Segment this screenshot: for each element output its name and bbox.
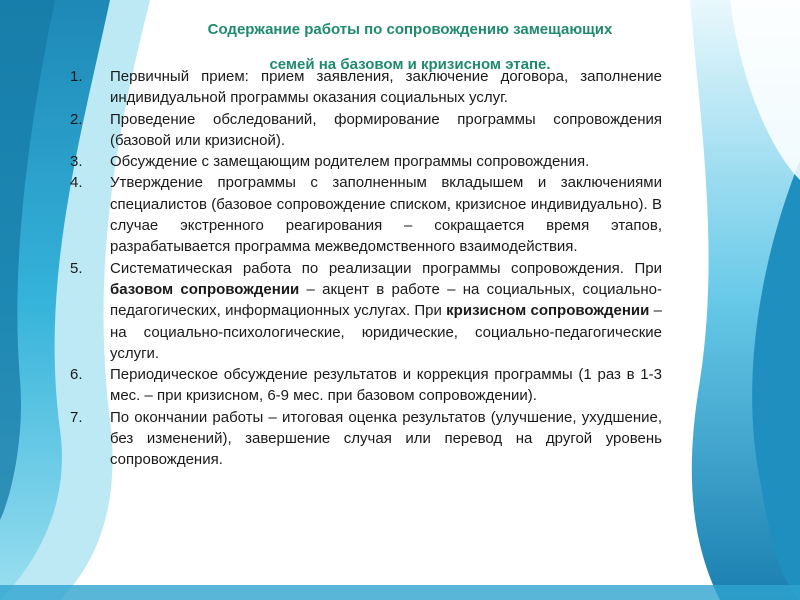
item-text: Проведение обследований, формирование программы сопровождения (базовой или кризисной).: [110, 110, 662, 149]
item-number: 4.: [70, 174, 83, 192]
item-number: 2.: [70, 110, 83, 128]
title-line-1: Содержание работы по сопровождению замещающих: [207, 21, 613, 38]
title-line-2: семей на базовом и кризисном этапе.: [269, 56, 551, 73]
list-item: [70, 109, 662, 152]
list-item: [70, 66, 662, 109]
item-number: 3.: [70, 153, 83, 171]
item-number: 7.: [70, 408, 83, 426]
list-item: [70, 364, 662, 407]
bottom-strip: [0, 585, 800, 600]
item-number: 1.: [70, 68, 83, 85]
item-text: Обсуждение с замещающим родителем программы сопровождения.: [110, 153, 590, 171]
item-text: Утверждение программы с заполненным вкладышем и заключениями специалистов (базовое сопровождение списком, кризисное индивидуально). В случае экстренного реагирования – сокращается время этапов, разрабатывается программа межведомственного взаимодействия.: [110, 174, 662, 256]
list-item: [70, 258, 662, 364]
bold-term-base: базовом сопровождении: [110, 280, 300, 298]
list-item: [70, 151, 662, 172]
item-text: Первичный прием: прием заявления, заключение договора, заполнение индивидуальной программы оказания социальных услуг.: [110, 68, 662, 107]
list-item: [70, 407, 662, 471]
item-text-part: Систематическая работа по реализации программы сопровождения. При: [110, 259, 662, 277]
item-number: 6.: [70, 366, 83, 384]
item-text: По окончании работы – итоговая оценка результатов (улучшение, ухудшение, без изменений), завершение случая или перевод на другой уровень сопровождения.: [110, 408, 662, 469]
item-text-part: – на социально-психологические, юридические, социально-педагогические услуги.: [110, 302, 662, 362]
list-item: [70, 172, 662, 257]
steps-list: [70, 66, 662, 471]
bold-term-crisis: кризисном сопровождении: [446, 302, 650, 320]
item-text: Периодическое обсуждение результатов и коррекция программы (1 раз в 1-3 мес. – при кризисном, 6-9 мес. при базовом сопровождении).: [110, 366, 662, 405]
item-number: 5.: [70, 259, 83, 277]
item-text-part: – акцент в работе – на социальных, социально-педагогических, информационных услугах. При: [110, 280, 662, 320]
item-text: [110, 258, 662, 364]
